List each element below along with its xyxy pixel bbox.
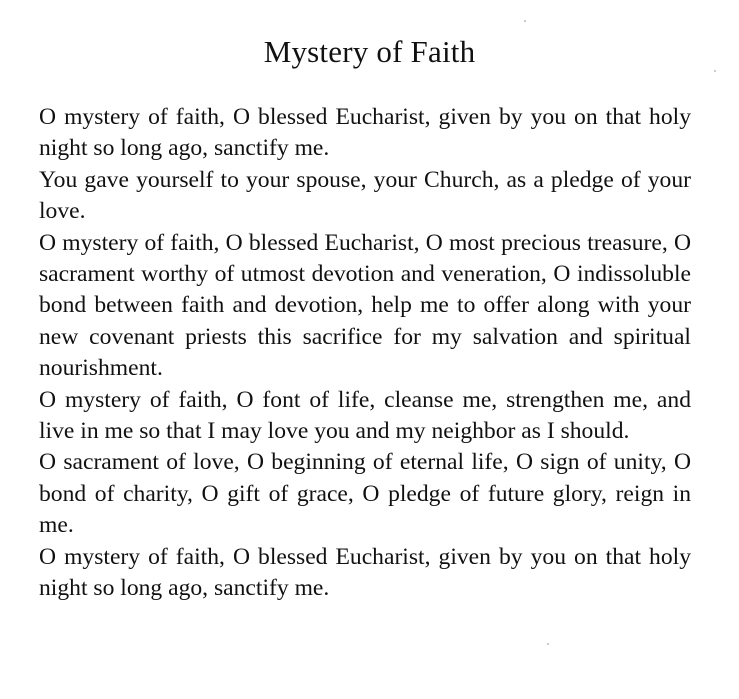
prayer-paragraph-3: O mystery of faith, O blessed Eucharist, O most precious treasure, O sacrament worthy of utmost devotion and veneration, O indissoluble bond between faith and devotion, help me to offer along with your new covenant priests this sacrifice for my salvation and spiritual nourishment. [39,229,691,382]
page-title: Mystery of Faith [263,34,476,69]
prayer-paragraph-4: O mystery of faith, O font of life, cleanse me, strengthen me, and live in me so that I may love you and my neighbor as I should. [39,386,691,445]
prayer-paragraph-2: You gave yourself to your spouse, your Church, as a pledge of your love. [39,166,691,225]
prayer-paragraph-1: O mystery of faith, O blessed Eucharist, given by you on that holy night so long ago, sanctify me. [39,104,691,162]
prayer-paragraph-6: O mystery of faith, O blessed Eucharist, given by you on that holy night so long ago, sanctify me. [39,543,691,602]
scan-speck [524,20,526,22]
prayer-paragraph-5: O sacrament of love, O beginning of eternal life, O sign of unity, O bond of charity, O gift of grace, O pledge of future glory, reign in me. [39,449,691,539]
prayer-body [39,102,691,605]
scan-speck [714,70,716,72]
scan-speck [547,643,549,645]
